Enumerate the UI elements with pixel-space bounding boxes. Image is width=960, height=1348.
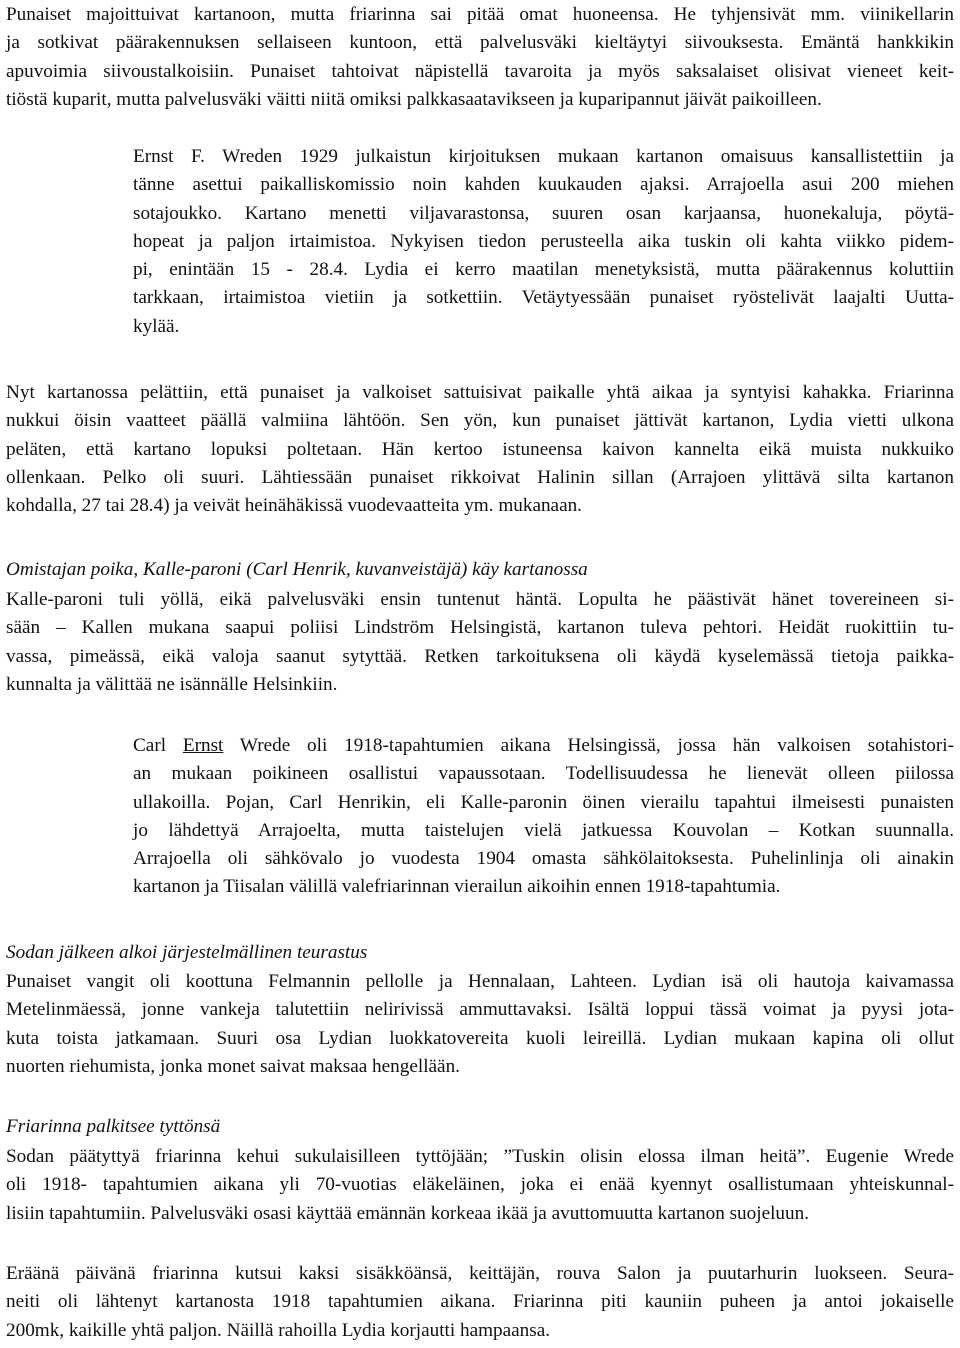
paragraph-prisoners bbox=[6, 968, 954, 1081]
section-heading-kalle-paroni: Omistajan poika, Kalle-paroni (Carl Henrik, kuvanveistäjä) käy kartanossa bbox=[6, 559, 588, 580]
paragraph-occupation bbox=[6, 1, 954, 114]
text-line: sotajoukko. Kartano menetti viljavarastonsa, suuren osan karjaansa, huonekaluja, pöytä- bbox=[133, 202, 954, 224]
text-line: Sodan päätyttyä friarinna kehui sukulaisilleen tyttöjään; ”Tuskin olisin elossa ilman heitä”. Eugenie Wrede bbox=[6, 1146, 954, 1167]
underlined-name: Ernst bbox=[182, 735, 224, 756]
section-heading-teurastus: Sodan jälkeen alkoi järjestelmällinen teurastus bbox=[6, 942, 368, 963]
paragraph-reward bbox=[6, 1260, 954, 1345]
text-line: ollenkaan. Pelko oli suuri. Lähtiessään punaiset rikkoivat Halinin sillan (Arrajoen ylittävä silta kartanon bbox=[6, 466, 954, 488]
text-fragment: Wrede oli 1918-tapahtumien aikana Helsingissä, jossa hän valkoisen sotahistori- bbox=[223, 735, 954, 756]
text-line: oli 1918- tapahtumien aikana yli 70-vuotias eläkeläinen, joka ei enää kyennyt osallistumaan yhteiskunnal- bbox=[6, 1174, 954, 1196]
text-line: pi, enintään 15 - 28.4. Lydia ei kerro maatilan menetyksistä, mutta päärakennus koluttiin bbox=[133, 259, 954, 281]
paragraph-carl-ernst bbox=[133, 732, 954, 902]
text-line: nuorten riehumista, jonka monet saivat maksaa hengellään. bbox=[6, 1055, 460, 1077]
text-line: peläten, että kartano lopuksi poltetaan. Hän kertoo istuneensa kaivon kannelta eikä muista nukkuiko bbox=[6, 438, 954, 460]
text-line: sään – Kallen mukana saapui poliisi Lindström Helsingistä, kartanon tuleva pehtori. Heidät ruokittiin tu- bbox=[6, 617, 954, 639]
text-line: tarkkaan, irtaimistoa vietiin ja sotkettiin. Vetäytyessään punaiset ryöstelivät laajalti Uutta- bbox=[133, 287, 954, 309]
text-line: tänne asettui paikalliskomissio noin kahden kuukauden ajaksi. Arrajoella asui 200 miehen bbox=[133, 174, 954, 196]
text-line bbox=[133, 732, 954, 760]
text-line: jo lähdettyä Arrajoelta, mutta taistelujen vielä jatkuessa Kouvolan – Kotkan suunnalla. bbox=[133, 819, 954, 841]
text-line: kylää. bbox=[133, 315, 180, 337]
text-line: hopeat ja paljon irtaimistoa. Nykyisen tiedon perusteella aika tuskin oli kahta viikko pidem- bbox=[133, 230, 954, 252]
text-line: tiöstä kuparit, mutta palvelusväki väitti niitä omiksi palkkasaatavikseen ja kuparipannut jäivät paikoilleen. bbox=[6, 88, 822, 110]
paragraph-kalle-visit bbox=[6, 586, 954, 699]
text-line: apuvoimia siivoustalkoisiin. Punaiset tahtoivat näpistellä tavaroita ja myös saksalaiset olisivat vieneet keit- bbox=[6, 60, 954, 82]
text-line: Arrajoella oli sähkövalo jo vuodesta 1904 omasta sähkölaitoksesta. Puhelinlinja oli ainakin bbox=[133, 848, 954, 870]
text-line: vassa, pimeässä, eikä valoja saanut sytyttää. Retken tarkoituksena oli käydä kyselemässä tietoja paikka- bbox=[6, 645, 954, 667]
text-line: Punaiset majoittuivat kartanoon, mutta friarinna sai pitää omat huoneensa. He tyhjensivät mm. viinikellarin bbox=[6, 4, 954, 25]
section-heading-friarinna: Friarinna palkitsee tyttönsä bbox=[6, 1116, 221, 1137]
text-line: 200mk, kaikille yhtä paljon. Näillä rahoilla Lydia korjautti hampaansa. bbox=[6, 1319, 551, 1341]
text-line: Kalle-paroni tuli yöllä, eikä palvelusväki ensin tuntenut häntä. Lopulta he päästivät hänet tovereineen si- bbox=[6, 589, 954, 610]
text-line: kohdalla, 27 tai 28.4) ja veivät heinähäkissä vuodevaatteita ym. mukanaan. bbox=[6, 495, 582, 517]
text-line: ullakoilla. Pojan, Carl Henrikin, eli Kalle-paronin öinen vierailu tapahtui ilmeisesti punaisten bbox=[133, 791, 954, 813]
text-line: Metelinmäessä, jonne vankeja talutettiin nelirivissä ammuttavaksi. Isältä loppui tässä voimat ja pyysi jota- bbox=[6, 999, 954, 1021]
paragraph-fear bbox=[6, 379, 954, 520]
text-line: neiti oli lähtenyt kartanosta 1918 tapahtumien aikana. Friarinna piti kauniin puheen ja antoi jokaiselle bbox=[6, 1291, 954, 1313]
text-line: Punaiset vangit oli koottuna Felmannin pellolle ja Hennalaan, Lahteen. Lydian isä oli hautoja kaivamassa bbox=[6, 971, 954, 992]
text-line: an mukaan poikineen osallistui vapaussotaan. Todellisuudessa he lienevät olleen piilossa bbox=[133, 763, 954, 785]
text-line: kartanon ja Tiisalan välillä valefriarinnan vierailun aikoihin ennen 1918-tapahtumia. bbox=[133, 876, 781, 898]
text-line: kunnalta ja välittää ne isännälle Helsinkiin. bbox=[6, 673, 338, 695]
text-line: Ernst F. Wreden 1929 julkaistun kirjoituksen mukaan kartanon omaisuus kansallistettiin ja bbox=[133, 146, 954, 167]
paragraph-praise bbox=[6, 1143, 954, 1228]
text-line: Eräänä päivänä friarinna kutsui kaksi sisäkköänsä, keittäjän, rouva Salon ja puutarhurin luokseen. Seura- bbox=[6, 1263, 954, 1284]
text-fragment: Carl bbox=[133, 735, 183, 756]
text-line: ja sotkivat päärakennuksen sellaiseen kuntoon, että palvelusväki kieltäytyi siivouksesta. Emäntä hankkikin bbox=[6, 32, 954, 54]
text-line: kuta toista jatkamaan. Suuri osa Lydian luokkatovereita kuoli leireillä. Lydian mukaan kapina oli ollut bbox=[6, 1027, 954, 1049]
text-line: nukkui öisin vaatteet päällä valmiina lähtöön. Sen yön, kun punaiset jättivät kartanon, Lydia vietti ulkona bbox=[6, 410, 954, 432]
text-line: Nyt kartanossa pelättiin, että punaiset ja valkoiset sattuisivat paikalle yhtä aikaa ja syntyisi kahakka. Friarinna bbox=[6, 382, 954, 403]
paragraph-wrede-1929 bbox=[133, 143, 954, 341]
text-line: lisiin tapahtumiin. Palvelusväki osasi käyttää emännän korkeaa ikää ja avuttomuutta kartanon suojeluun. bbox=[6, 1202, 809, 1224]
